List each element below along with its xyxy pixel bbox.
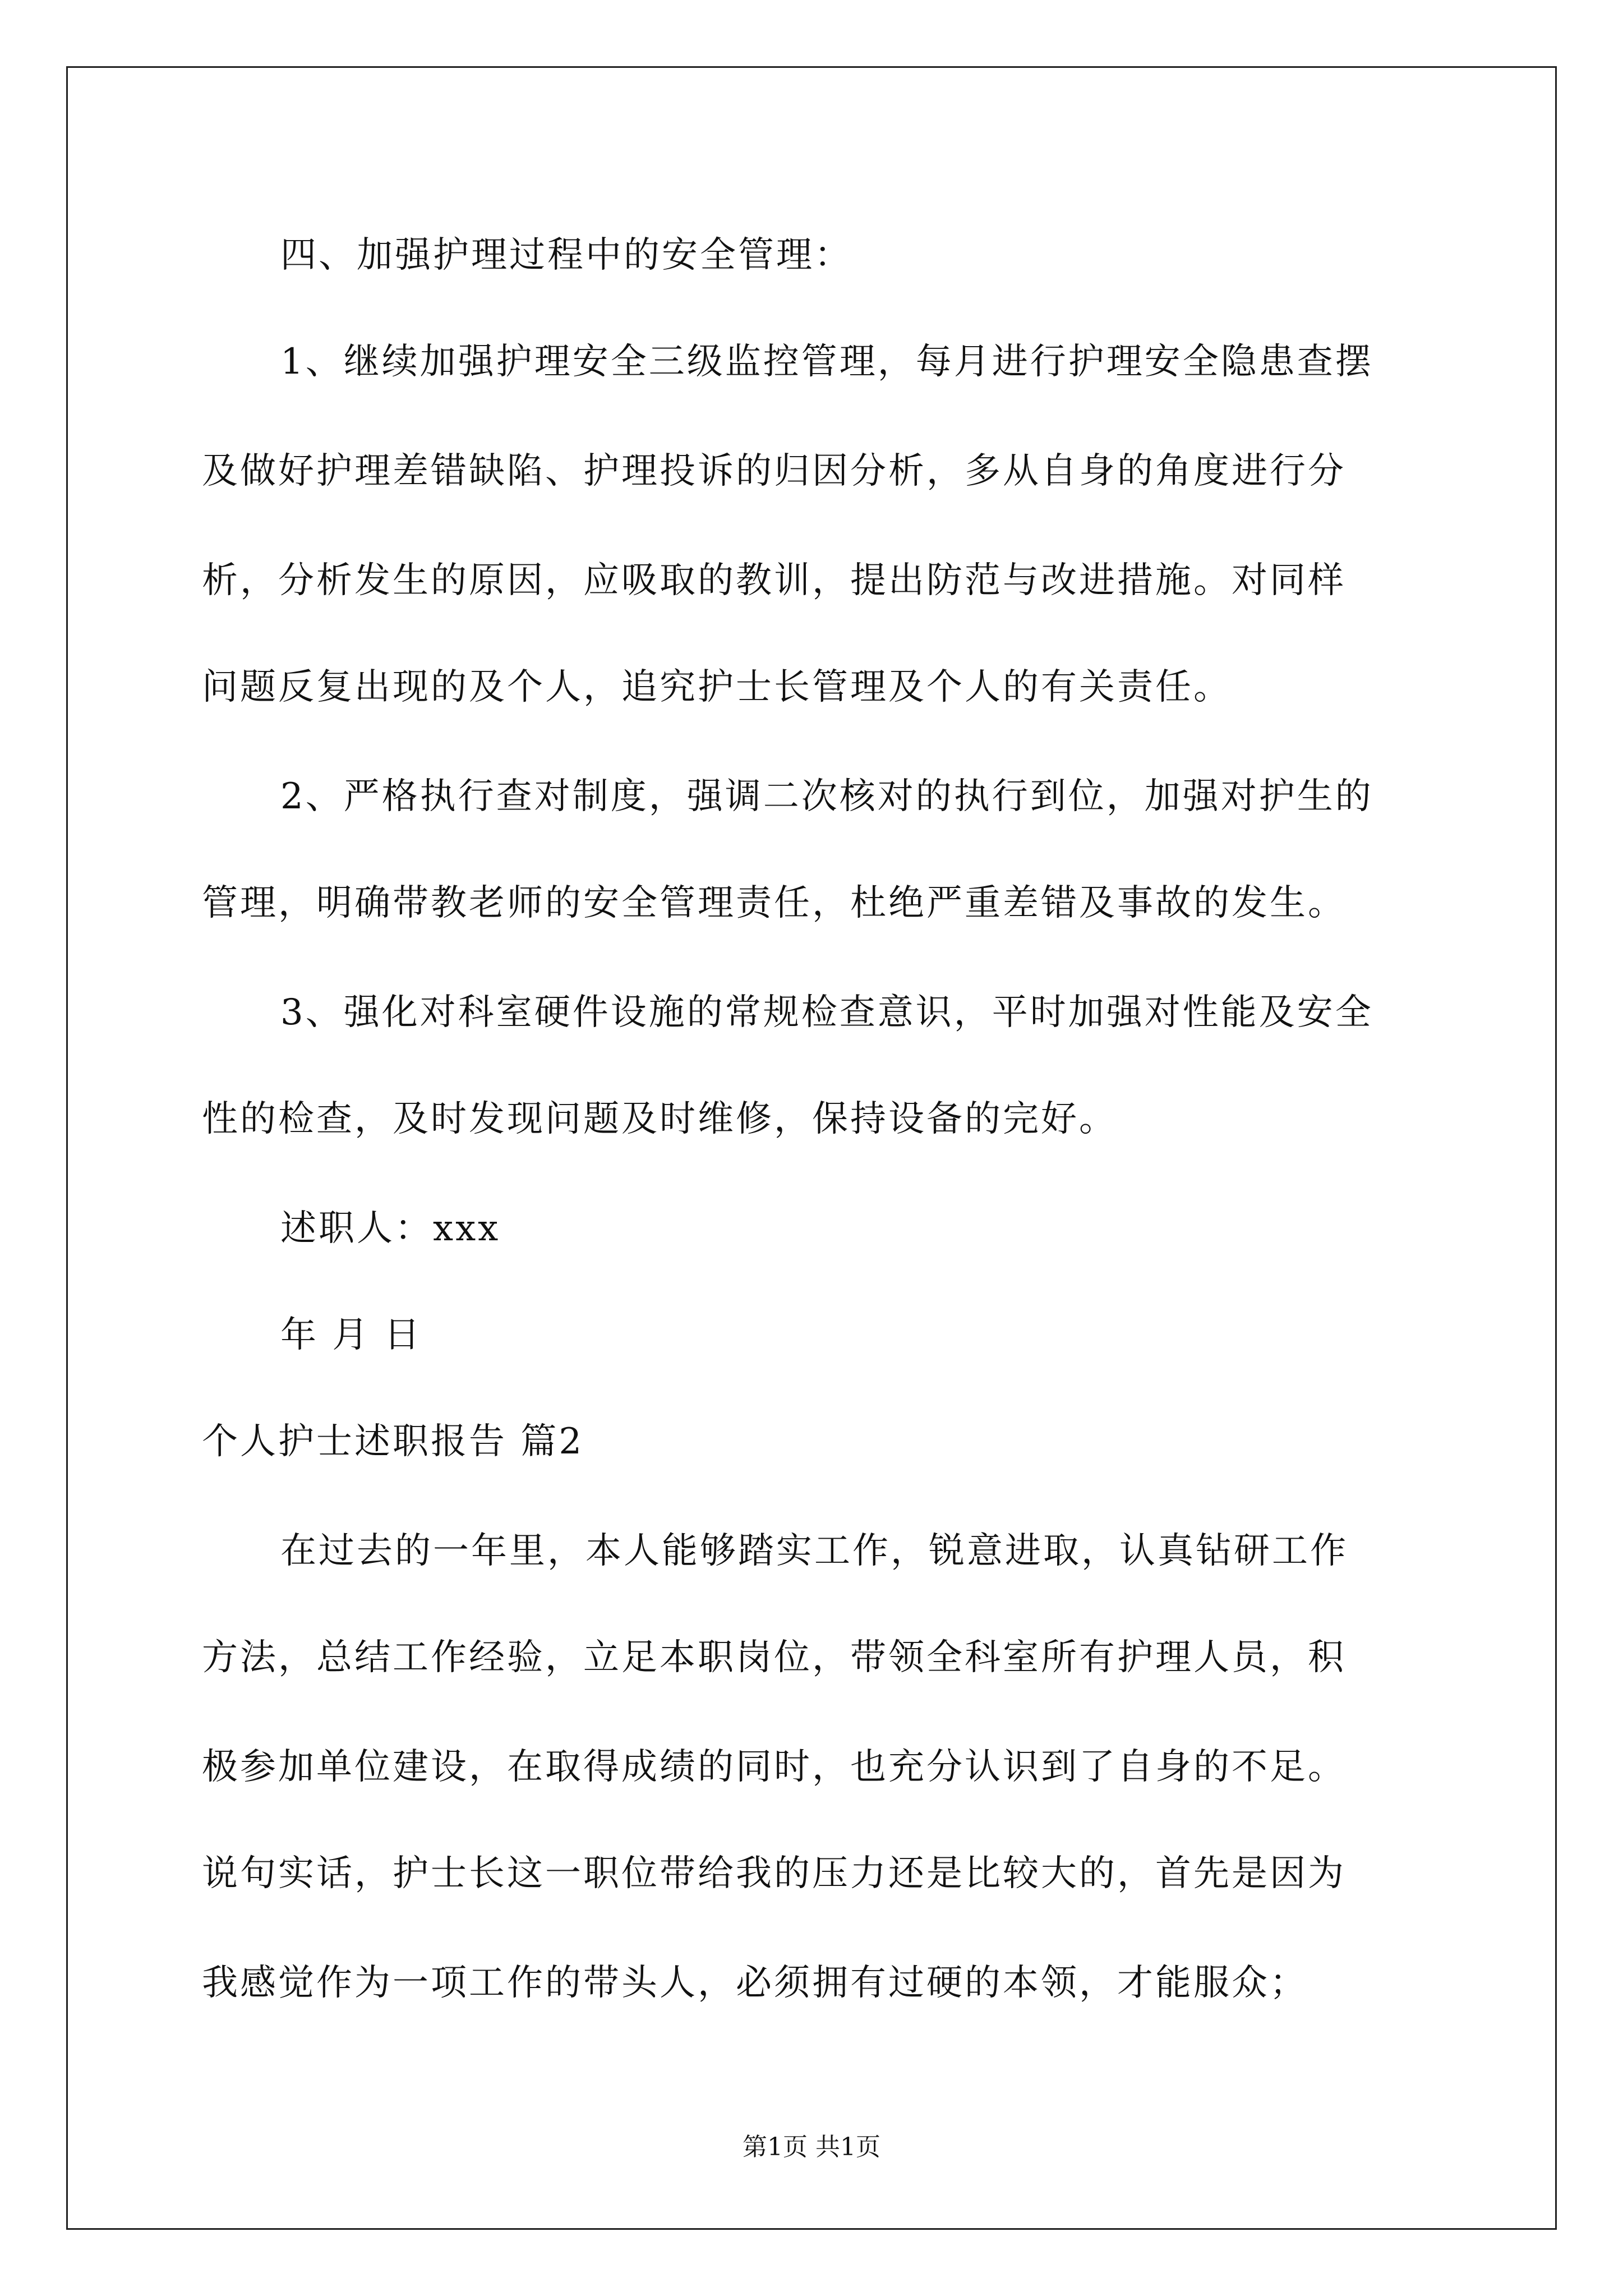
paragraph-line: 性的检查，及时发现问题及时维修，保持设备的完好。 — [202, 1098, 1117, 1140]
paragraph-line: 及做好护理差错缺陷、护理投诉的归因分析，多从自身的角度进行分 — [202, 450, 1346, 492]
paragraph-line: 说句实话，护士长这一职位带给我的压力还是比较大的，首先是因为 — [202, 1853, 1346, 1894]
section-heading: 四、加强护理过程中的安全管理： — [280, 234, 852, 276]
paragraph-line: 方法，总结工作经验，立足本职岗位，带领全科室所有护理人员，积 — [202, 1637, 1346, 1678]
page-footer: 第1页 共1页 — [743, 2133, 880, 2161]
signatory-line: 述职人：xxx — [280, 1208, 501, 1249]
paragraph-line: 1、继续加强护理安全三级监控管理，每月进行护理安全隐患查摆 — [280, 341, 1373, 383]
paragraph-line: 管理，明确带教老师的安全管理责任，杜绝严重差错及事故的发生。 — [202, 882, 1346, 924]
paragraph-line: 极参加单位建设，在取得成绩的同时，也充分认识到了自身的不足。 — [202, 1746, 1346, 1788]
paragraph-line: 我感觉作为一项工作的带头人，必须拥有过硬的本领，才能服众； — [202, 1962, 1308, 2004]
date-line: 年 月 日 — [280, 1314, 422, 1356]
paragraph-line: 问题反复出现的及个人，追究护士长管理及个人的有关责任。 — [202, 666, 1232, 708]
paragraph-line: 3、强化对科室硬件设施的常规检查意识，平时加强对性能及安全 — [280, 992, 1373, 1033]
page-border — [66, 66, 1557, 2230]
paragraph-line: 析，分析发生的原因，应吸取的教训，提出防范与改进措施。对同样 — [202, 560, 1346, 601]
paragraph-line: 2、严格执行查对制度，强调二次核对的执行到位，加强对护生的 — [280, 776, 1373, 817]
paragraph-line: 在过去的一年里，本人能够踏实工作，锐意进取，认真钻研工作 — [280, 1530, 1348, 1572]
section-title: 个人护士述职报告 篇2 — [202, 1421, 584, 1462]
